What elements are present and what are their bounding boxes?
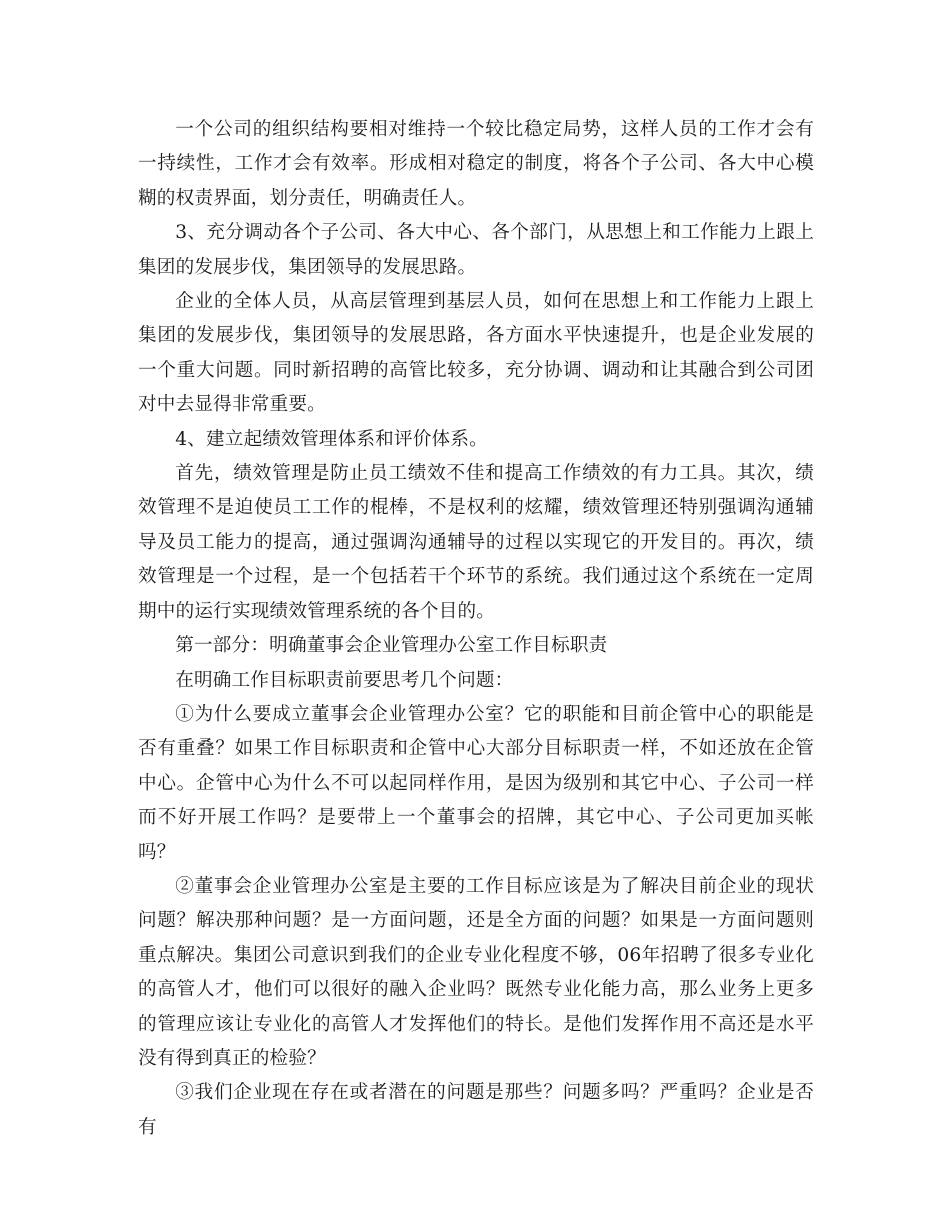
- paragraph-all-staff: 企业的全体人员，从高层管理到基层人员，如何在思想上和工作能力上跟上集团的发展步伐，集团领导的发展思路，各方面水平快速提升，也是企业发展的一个重大问题。同时新招聘的高管比较多，充分协调、调动和让其融合到公司团对中去显得非常重要。: [138, 291, 814, 416]
- paragraph-question-1: ①为什么要成立董事会企业管理办公室？它的职能和目前企管中心的职能是否有重叠？如果工作目标职责和企管中心大部分目标职责一样，不如还放在企管中心。企管中心为什么不可以起同样作用，是因为级别和其它中心、子公司一样而不好开展工作吗？是要带上一个董事会的招牌，其它中心、子公司更加买帐吗？: [138, 703, 814, 863]
- paragraph-item-3: 3、充分调动各个子公司、各大中心、各个部门，从思想上和工作能力上跟上集团的发展步伐，集团领导的发展思路。: [138, 222, 814, 278]
- paragraph-question-3: ③我们企业现在存在或者潜在的问题是那些？问题多吗？严重吗？企业是否有: [138, 1082, 814, 1138]
- paragraph-question-2: ②董事会企业管理办公室是主要的工作目标应该是为了解决目前企业的现状问题？解决那种问题？是一方面问题，还是全方面的问题？如果是一方面问题则重点解决。集团公司意识到我们的企业专业化程度不够，06年招聘了很多专业化的高管人才，他们可以很好的融入企业吗？既然专业化能力高，那么业务上更多的管理应该让专业化的高管人才发挥他们的特长。是他们发挥作用不高还是水平没有得到真正的检验？: [138, 875, 814, 1069]
- paragraph-item-4: 4、建立起绩效管理体系和评价体系。: [175, 428, 488, 450]
- document-page: [138, 113, 814, 1145]
- paragraph-questions-intro: 在明确工作目标职责前要思考几个问题：: [175, 669, 514, 691]
- paragraph-performance: 首先，绩效管理是防止员工绩效不佳和提高工作绩效的有力工具。其次，绩效管理不是迫使员工工作的棍棒，不是权利的炫耀，绩效管理还特别强调沟通辅导及员工能力的提高，通过强调沟通辅导的过程以实现它的开发目的。再次，绩效管理是一个过程，是一个包括若干个环节的系统。我们通过这个系统在一定周期中的运行实现绩效管理系统的各个目的。: [138, 463, 814, 622]
- paragraph-org-structure: 一个公司的组织结构要相对维持一个较比稳定局势，这样人员的工作才会有一持续性，工作才会有效率。形成相对稳定的制度，将各个子公司、各大中心模糊的权责界面，划分责任，明确责任人。: [138, 119, 814, 209]
- section-heading-part-one: 第一部分：明确董事会企业管理办公室工作目标职责: [175, 635, 608, 657]
